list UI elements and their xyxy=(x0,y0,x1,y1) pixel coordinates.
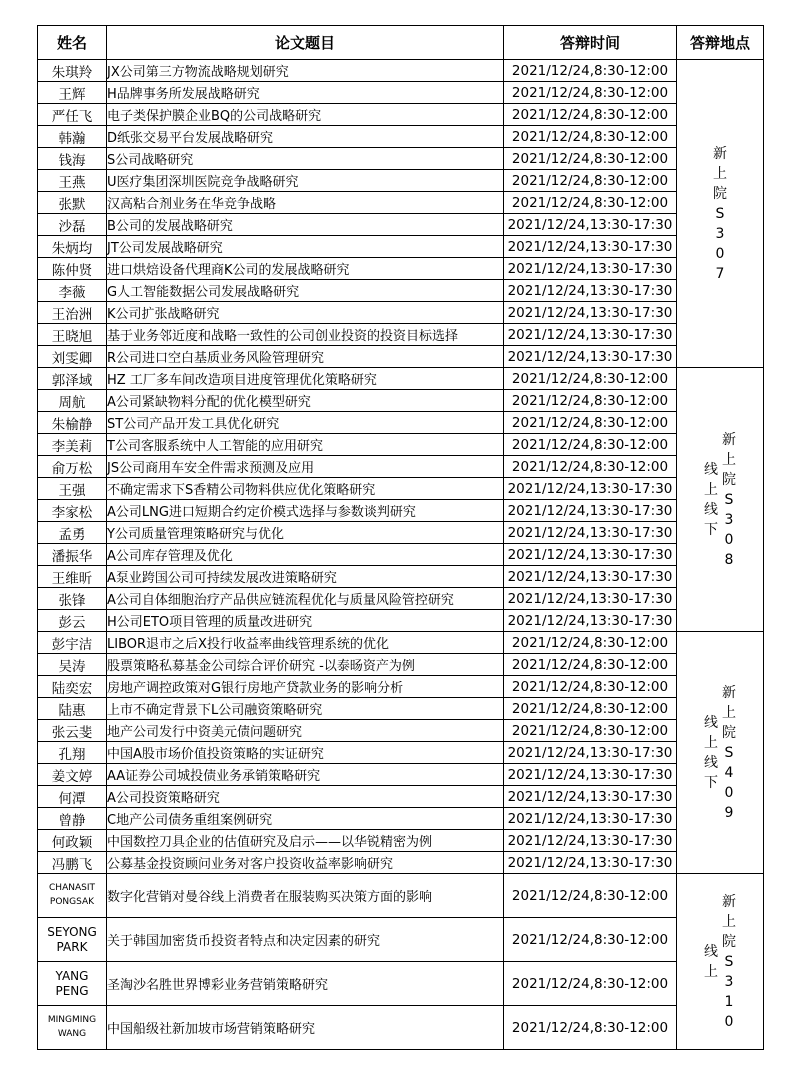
thesis-title: B公司的发展战略研究 xyxy=(107,214,504,236)
table-row xyxy=(38,522,764,544)
schedule-body xyxy=(38,60,764,1050)
table-row xyxy=(38,60,764,82)
student-name: 王晓旭 xyxy=(38,324,107,346)
table-row xyxy=(38,874,764,918)
student-name: 陈仲贤 xyxy=(38,258,107,280)
room-char: 7 xyxy=(715,265,725,282)
room-char: 4 xyxy=(724,764,734,781)
table-row xyxy=(38,192,764,214)
student-name xyxy=(38,962,107,1006)
defense-time: 2021/12/24,13:30-17:30 xyxy=(504,830,677,852)
mode-char: 线 xyxy=(704,501,718,518)
table-row xyxy=(38,82,764,104)
mode-char: 上 xyxy=(704,481,718,498)
mode-char: 上 xyxy=(704,734,718,751)
defense-time: 2021/12/24,8:30-12:00 xyxy=(504,170,677,192)
thesis-title: 股票策略私募基金公司综合评价研究 -以泰旸资产为例 xyxy=(107,654,504,676)
defense-time: 2021/12/24,13:30-17:30 xyxy=(504,544,677,566)
table-row xyxy=(38,566,764,588)
thesis-title: 关于韩国加密货币投资者特点和决定因素的研究 xyxy=(107,918,504,962)
defense-schedule-table xyxy=(37,25,764,1050)
thesis-title: A泵业跨国公司可持续发展改进策略研究 xyxy=(107,566,504,588)
defense-time: 2021/12/24,13:30-17:30 xyxy=(504,302,677,324)
header-time: 答辩时间 xyxy=(504,26,677,60)
defense-time: 2021/12/24,8:30-12:00 xyxy=(504,60,677,82)
thesis-title: A公司紧缺物料分配的优化模型研究 xyxy=(107,390,504,412)
student-name: 韩瀚 xyxy=(38,126,107,148)
defense-time: 2021/12/24,8:30-12:00 xyxy=(504,698,677,720)
thesis-title: A公司投资策略研究 xyxy=(107,786,504,808)
student-name: 陆惠 xyxy=(38,698,107,720)
student-name: 李美莉 xyxy=(38,434,107,456)
defense-time: 2021/12/24,13:30-17:30 xyxy=(504,324,677,346)
table-row xyxy=(38,412,764,434)
thesis-title: C地产公司债务重组案例研究 xyxy=(107,808,504,830)
defense-location xyxy=(677,368,764,632)
table-row xyxy=(38,632,764,654)
thesis-title: 中国A股市场价值投资策略的实证研究 xyxy=(107,742,504,764)
defense-time: 2021/12/24,8:30-12:00 xyxy=(504,654,677,676)
room-char: 0 xyxy=(724,1013,734,1030)
table-row xyxy=(38,434,764,456)
room-char: 上 xyxy=(722,704,736,721)
defense-time: 2021/12/24,13:30-17:30 xyxy=(504,258,677,280)
defense-time: 2021/12/24,13:30-17:30 xyxy=(504,346,677,368)
student-name: 李薇 xyxy=(38,280,107,302)
table-row xyxy=(38,764,764,786)
table-row xyxy=(38,346,764,368)
location-label xyxy=(677,430,763,570)
thesis-title: JS公司商用车安全件需求预测及应用 xyxy=(107,456,504,478)
thesis-title: G人工智能数据公司发展战略研究 xyxy=(107,280,504,302)
defense-time: 2021/12/24,13:30-17:30 xyxy=(504,742,677,764)
thesis-title: A公司库存管理及优化 xyxy=(107,544,504,566)
room-char: 上 xyxy=(722,913,736,930)
room-char: 新 xyxy=(722,893,736,910)
table-row xyxy=(38,456,764,478)
table-row xyxy=(38,588,764,610)
table-row xyxy=(38,214,764,236)
defense-time: 2021/12/24,13:30-17:30 xyxy=(504,808,677,830)
table-row xyxy=(38,302,764,324)
student-name: 潘振华 xyxy=(38,544,107,566)
thesis-title: 中国数控刀具企业的估值研究及启示——以华锐精密为例 xyxy=(107,830,504,852)
student-name-line: PONGSAK xyxy=(49,896,95,907)
table-row xyxy=(38,654,764,676)
defense-time: 2021/12/24,13:30-17:30 xyxy=(504,214,677,236)
thesis-title: LIBOR退市之后X投行收益率曲线管理系统的优化 xyxy=(107,632,504,654)
thesis-title: AA证券公司城投债业务承销策略研究 xyxy=(107,764,504,786)
mode-char: 上 xyxy=(704,963,718,980)
student-name: 张默 xyxy=(38,192,107,214)
room-char: 0 xyxy=(724,784,734,801)
defense-time: 2021/12/24,13:30-17:30 xyxy=(504,236,677,258)
defense-time: 2021/12/24,13:30-17:30 xyxy=(504,610,677,632)
mode-char: 下 xyxy=(704,521,718,538)
defense-time: 2021/12/24,8:30-12:00 xyxy=(504,676,677,698)
table-row xyxy=(38,280,764,302)
student-name: 俞万松 xyxy=(38,456,107,478)
defense-time: 2021/12/24,8:30-12:00 xyxy=(504,126,677,148)
mode-char: 线 xyxy=(704,714,718,731)
thesis-title: 数字化营销对曼谷线上消费者在服装购买决策方面的影响 xyxy=(107,874,504,918)
student-name: 孔翔 xyxy=(38,742,107,764)
student-name xyxy=(38,874,107,918)
thesis-title: JX公司第三方物流战略规划研究 xyxy=(107,60,504,82)
thesis-title: 上市不确定背景下L公司融资策略研究 xyxy=(107,698,504,720)
table-row xyxy=(38,830,764,852)
mode-label xyxy=(704,460,718,540)
table-row xyxy=(38,500,764,522)
room-char: 3 xyxy=(724,973,734,990)
student-name: 王治洲 xyxy=(38,302,107,324)
thesis-title: 汉高粘合剂业务在华竞争战略 xyxy=(107,192,504,214)
table-row xyxy=(38,698,764,720)
room-char: 院 xyxy=(722,471,736,488)
mode-label xyxy=(704,713,718,793)
table-row xyxy=(38,1006,764,1050)
room-char: 0 xyxy=(715,245,725,262)
student-name-line: PENG xyxy=(55,983,89,998)
student-name: 吴涛 xyxy=(38,654,107,676)
defense-time: 2021/12/24,13:30-17:30 xyxy=(504,500,677,522)
thesis-title: H品牌事务所发展战略研究 xyxy=(107,82,504,104)
student-name: 周航 xyxy=(38,390,107,412)
student-name-line: SEYONG xyxy=(47,924,97,939)
student-name: 何潭 xyxy=(38,786,107,808)
header-name: 姓名 xyxy=(38,26,107,60)
defense-time: 2021/12/24,8:30-12:00 xyxy=(504,412,677,434)
room-char: 3 xyxy=(715,225,725,242)
table-row xyxy=(38,126,764,148)
defense-time: 2021/12/24,8:30-12:00 xyxy=(504,104,677,126)
location-label xyxy=(677,892,763,1032)
table-row xyxy=(38,148,764,170)
student-name: 张锋 xyxy=(38,588,107,610)
room-char: 1 xyxy=(724,993,734,1010)
thesis-title: ST公司产品开发工具优化研究 xyxy=(107,412,504,434)
table-row xyxy=(38,786,764,808)
table-row xyxy=(38,368,764,390)
student-name: 李家松 xyxy=(38,500,107,522)
student-name: 朱琪羚 xyxy=(38,60,107,82)
room-char: 8 xyxy=(724,551,734,568)
student-name: 严任飞 xyxy=(38,104,107,126)
student-name: 陆奕宏 xyxy=(38,676,107,698)
table-row xyxy=(38,676,764,698)
room-char: S xyxy=(724,491,734,508)
student-name-line: WANG xyxy=(57,1028,87,1039)
room-char: S xyxy=(715,205,725,222)
room-char: 院 xyxy=(713,185,727,202)
room-char: 上 xyxy=(722,451,736,468)
mode-char: 线 xyxy=(704,461,718,478)
room-char: 院 xyxy=(722,933,736,950)
thesis-title: 圣淘沙名胜世界博彩业务营销策略研究 xyxy=(107,962,504,1006)
thesis-title: A公司自体细胞治疗产品供应链流程优化与质量风险管控研究 xyxy=(107,588,504,610)
thesis-title: HZ 工厂多车间改造项目进度管理优化策略研究 xyxy=(107,368,504,390)
location-label xyxy=(677,144,763,284)
defense-time: 2021/12/24,8:30-12:00 xyxy=(504,368,677,390)
student-name: 王辉 xyxy=(38,82,107,104)
defense-time: 2021/12/24,8:30-12:00 xyxy=(504,918,677,962)
thesis-title: T公司客服系统中人工智能的应用研究 xyxy=(107,434,504,456)
student-name-line: CHANASIT xyxy=(49,883,95,894)
defense-time: 2021/12/24,8:30-12:00 xyxy=(504,1006,677,1050)
student-name: 郭泽域 xyxy=(38,368,107,390)
table-row xyxy=(38,104,764,126)
table-row xyxy=(38,720,764,742)
table-row xyxy=(38,170,764,192)
defense-time: 2021/12/24,13:30-17:30 xyxy=(504,764,677,786)
thesis-title: 地产公司发行中资美元债问题研究 xyxy=(107,720,504,742)
thesis-title: 房地产调控政策对G银行房地产贷款业务的影响分析 xyxy=(107,676,504,698)
defense-time: 2021/12/24,8:30-12:00 xyxy=(504,874,677,918)
header-title: 论文题目 xyxy=(107,26,504,60)
defense-time: 2021/12/24,13:30-17:30 xyxy=(504,280,677,302)
student-name-line: MINGMING xyxy=(47,1015,97,1026)
table-row xyxy=(38,852,764,874)
defense-time: 2021/12/24,13:30-17:30 xyxy=(504,852,677,874)
student-name: 朱榆静 xyxy=(38,412,107,434)
student-name: 钱海 xyxy=(38,148,107,170)
table-row xyxy=(38,324,764,346)
student-name: 冯鹏飞 xyxy=(38,852,107,874)
room-char: 新 xyxy=(722,431,736,448)
student-name xyxy=(38,918,107,962)
thesis-title: 不确定需求下S香精公司物料供应优化策略研究 xyxy=(107,478,504,500)
thesis-title: A公司LNG进口短期合约定价模式选择与参数谈判研究 xyxy=(107,500,504,522)
table-row xyxy=(38,808,764,830)
room-char: S xyxy=(724,953,734,970)
thesis-title: R公司进口空白基质业务风险管理研究 xyxy=(107,346,504,368)
thesis-title: 中国船级社新加坡市场营销策略研究 xyxy=(107,1006,504,1050)
header-location: 答辩地点 xyxy=(677,26,764,60)
defense-time: 2021/12/24,13:30-17:30 xyxy=(504,588,677,610)
table-row xyxy=(38,918,764,962)
student-name: 彭云 xyxy=(38,610,107,632)
mode-char: 下 xyxy=(704,774,718,791)
student-name: 王强 xyxy=(38,478,107,500)
thesis-title: D纸张交易平台发展战略研究 xyxy=(107,126,504,148)
table-row xyxy=(38,478,764,500)
defense-location xyxy=(677,632,764,874)
student-name: 王维昕 xyxy=(38,566,107,588)
student-name: 朱炳均 xyxy=(38,236,107,258)
defense-location xyxy=(677,874,764,1050)
thesis-title: 进口烘焙设备代理商K公司的发展战略研究 xyxy=(107,258,504,280)
room-char: 上 xyxy=(713,165,727,182)
student-name: 沙磊 xyxy=(38,214,107,236)
defense-time: 2021/12/24,8:30-12:00 xyxy=(504,192,677,214)
table-row xyxy=(38,610,764,632)
student-name: 彭宇洁 xyxy=(38,632,107,654)
student-name: 刘雯卿 xyxy=(38,346,107,368)
thesis-title: Y公司质量管理策略研究与优化 xyxy=(107,522,504,544)
defense-time: 2021/12/24,8:30-12:00 xyxy=(504,82,677,104)
student-name-line: PARK xyxy=(56,939,88,954)
thesis-title: 公募基金投资顾问业务对客户投资收益率影响研究 xyxy=(107,852,504,874)
student-name-line: YANG xyxy=(55,968,89,983)
thesis-title: S公司战略研究 xyxy=(107,148,504,170)
room-char: 9 xyxy=(724,804,734,821)
defense-time: 2021/12/24,13:30-17:30 xyxy=(504,522,677,544)
defense-time: 2021/12/24,8:30-12:00 xyxy=(504,434,677,456)
room-char: 新 xyxy=(722,684,736,701)
room-label xyxy=(722,430,736,570)
table-row xyxy=(38,258,764,280)
defense-time: 2021/12/24,8:30-12:00 xyxy=(504,456,677,478)
room-char: 新 xyxy=(713,145,727,162)
room-label xyxy=(713,144,727,284)
table-row xyxy=(38,544,764,566)
location-label xyxy=(677,683,763,823)
mode-char: 线 xyxy=(704,754,718,771)
mode-char: 线 xyxy=(704,943,718,960)
table-row xyxy=(38,236,764,258)
thesis-title: U医疗集团深圳医院竞争战略研究 xyxy=(107,170,504,192)
table-row xyxy=(38,962,764,1006)
room-char: 3 xyxy=(724,511,734,528)
room-label xyxy=(722,892,736,1032)
thesis-title: H公司ETO项目管理的质量改进研究 xyxy=(107,610,504,632)
student-name: 曾静 xyxy=(38,808,107,830)
room-label xyxy=(722,683,736,823)
thesis-title: 基于业务邻近度和战略一致性的公司创业投资的投资目标选择 xyxy=(107,324,504,346)
thesis-title: K公司扩张战略研究 xyxy=(107,302,504,324)
student-name: 何政颖 xyxy=(38,830,107,852)
student-name: 王燕 xyxy=(38,170,107,192)
defense-time: 2021/12/24,13:30-17:30 xyxy=(504,566,677,588)
defense-time: 2021/12/24,8:30-12:00 xyxy=(504,962,677,1006)
defense-time: 2021/12/24,8:30-12:00 xyxy=(504,720,677,742)
student-name: 姜文婷 xyxy=(38,764,107,786)
defense-time: 2021/12/24,13:30-17:30 xyxy=(504,786,677,808)
room-char: S xyxy=(724,744,734,761)
defense-time: 2021/12/24,8:30-12:00 xyxy=(504,632,677,654)
table-row xyxy=(38,390,764,412)
defense-time: 2021/12/24,13:30-17:30 xyxy=(504,478,677,500)
student-name xyxy=(38,1006,107,1050)
mode-label xyxy=(704,942,718,982)
defense-time: 2021/12/24,8:30-12:00 xyxy=(504,148,677,170)
room-char: 院 xyxy=(722,724,736,741)
thesis-title: JT公司发展战略研究 xyxy=(107,236,504,258)
defense-location xyxy=(677,60,764,368)
student-name: 孟勇 xyxy=(38,522,107,544)
table-row xyxy=(38,742,764,764)
student-name: 张云斐 xyxy=(38,720,107,742)
thesis-title: 电子类保护膜企业BQ的公司战略研究 xyxy=(107,104,504,126)
defense-time: 2021/12/24,8:30-12:00 xyxy=(504,390,677,412)
room-char: 0 xyxy=(724,531,734,548)
